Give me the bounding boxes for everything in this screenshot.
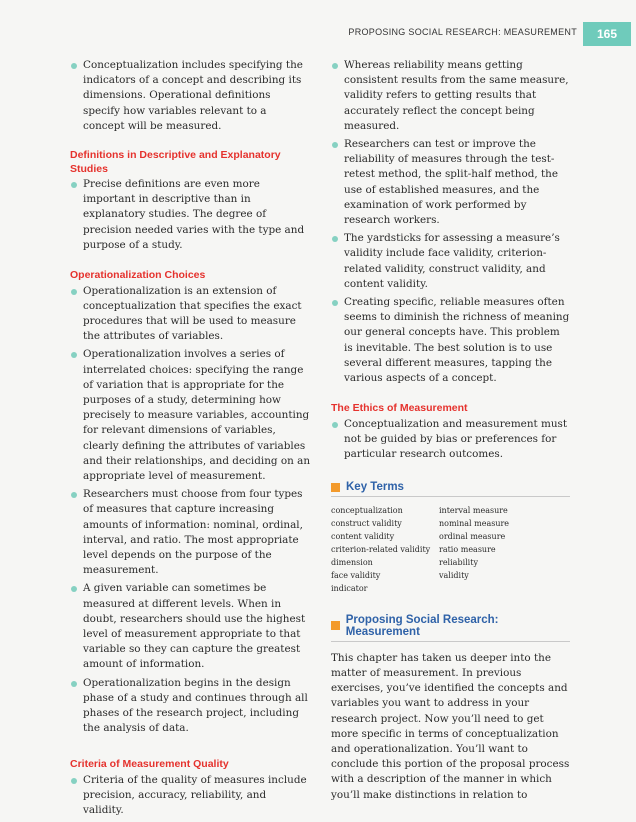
left-column [70,58,310,822]
bullet-dot-icon [71,352,77,358]
key-term: conceptualization [331,506,403,516]
bullet-item: Researchers can test or improve the reliability of measures through the test-retest method, the split-half method, the use of established measures, and the examination of work performed by research workers. [331,137,570,228]
key-term: validity [439,570,469,580]
bullet-dot-icon [71,586,77,592]
key-term: dimension [331,558,373,567]
bullet-dot-icon [71,778,77,784]
key-terms-heading: Key Terms [331,481,570,497]
bullet-item: Criteria of the quality of measures include precision, accuracy, reliability, and validity. [70,773,310,819]
section-heading: Criteria of Measurement Quality [70,758,229,771]
section-heading: The Ethics of Measurement [331,402,468,415]
key-terms-column-1 [331,505,439,595]
bullet-item: Creating specific, reliable measures often seems to diminish the richness of meaning our general concepts have. This problem is inevitable. The best solution is to use several different measures, tapping the various aspects of a concept. [331,295,570,386]
key-term: construct validity [331,519,402,529]
key-term: face validity [331,570,381,580]
bullet-dot-icon [71,63,77,69]
bullet-item: Conceptualization and measurement must not be guided by bias or preferences for particular research outcomes. [331,417,570,463]
key-terms-column-2 [439,505,547,595]
proposing-research-paragraph: This chapter has taken us deeper into the matter of measurement. In previous exercises, you’ve identified the concepts and variables you want to address in your research project. Now you’ll need to get more specific in terms of conceptualization and operationalization. You’ll want to conclude this portion of the proposal process with a description of the manner in which you’ll make distinctions in relation to [331,651,570,801]
bullet-dot-icon [332,422,338,428]
bullet-item: Whereas reliability means getting consistent results from the same measure, validity refers to getting results that accurately reflect the concept being measured. [331,58,570,134]
section-heading: Operationalization Choices [70,269,206,282]
key-term: content validity [331,532,395,542]
key-term: interval measure [439,506,508,516]
bullet-item: Researchers must choose from four types of measures that capture increasing amounts of information: nominal, ordinal, interval, and ratio. The most appropriate level depends on the purpose of the measurement. [70,487,310,578]
bullet-item: Operationalization is an extension of conceptualization that specifies the exact procedures that will be used to measure the attributes of variables. [70,284,310,345]
bullet-item: Operationalization begins in the design phase of a study and continues through all phases of the research project, including the analysis of data. [70,676,310,737]
bullet-dot-icon [71,492,77,498]
bullet-item: Precise definitions are even more important in descriptive than in explanatory studies. The degree of precision needed varies with the type and purpose of a study. [70,177,310,253]
key-term: reliability [439,558,478,567]
proposing-research-heading: Proposing Social Research: Measurement [331,614,570,642]
right-column [331,58,570,803]
key-term: nominal measure [439,519,510,529]
bullet-dot-icon [71,681,77,687]
page-number: 165 [583,22,631,46]
square-bullet-icon [331,621,340,630]
bullet-dot-icon [71,182,77,188]
key-term: indicator [331,583,368,593]
key-term: ordinal measure [439,532,506,542]
square-bullet-icon [331,483,340,492]
bullet-dot-icon [71,289,77,295]
section-heading: Definitions in Descriptive and Explanatory Studies [70,149,281,175]
bullet-dot-icon [332,142,338,148]
bullet-item: A given variable can sometimes be measured at different levels. When in doubt, researchers should use the highest level of measurement appropriate to that variable so they can capture the greatest amount of information. [70,581,310,672]
key-term: criterion-related validity [331,545,431,555]
running-header: PROPOSING SOCIAL RESEARCH: MEASUREMENT [348,27,577,37]
bullet-dot-icon [332,63,338,69]
bullet-item: Operationalization involves a series of interrelated choices: specifying the range of variation that is appropriate for the purposes of a study, determining how precisely to measure variables, accounting for relevant dimensions of variables, clearly defining the attributes of variables and their relationships, and deciding on an appropriate level of measurement. [70,347,310,484]
key-term: ratio measure [439,545,496,555]
key-terms-list [331,505,570,595]
bullet-dot-icon [332,236,338,242]
bullet-item: Conceptualization includes specifying the indicators of a concept and describing its dimensions. Operational definitions specify how variables relevant to a concept will be measured. [70,58,310,134]
bullet-dot-icon [332,300,338,306]
bullet-item: The yardsticks for assessing a measure’s validity include face validity, criterion-related validity, construct validity, and content validity. [331,231,570,292]
